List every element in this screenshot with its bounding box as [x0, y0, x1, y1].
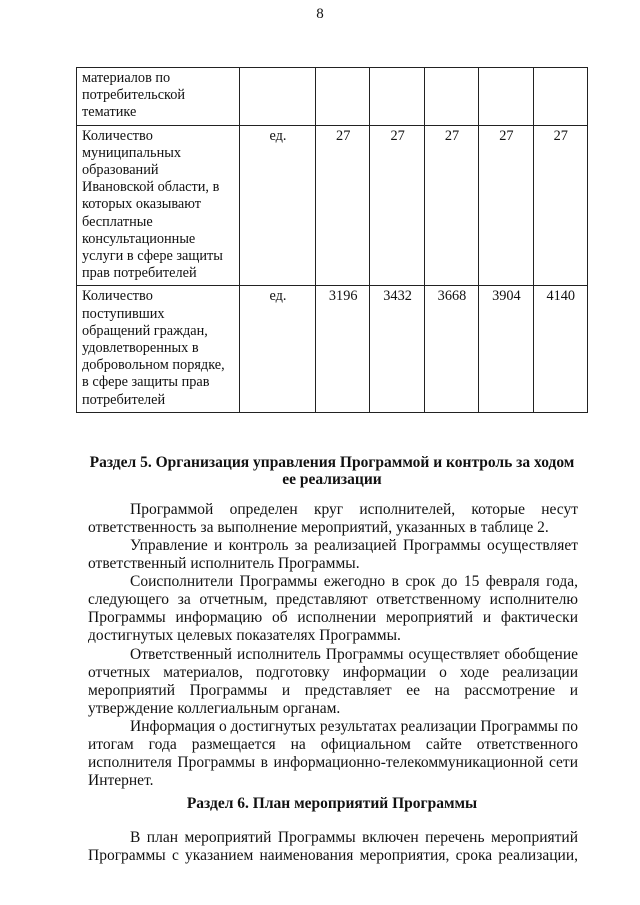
value-cell: 3196	[316, 286, 370, 412]
indicator-name-line: бесплатные	[82, 213, 153, 230]
unit-cell	[240, 68, 316, 126]
section-6-body	[88, 829, 578, 865]
paragraph-line: Управление и контроль за реализацией Программы осуществляет	[130, 537, 578, 555]
indicator-name-line: тематике	[82, 104, 137, 121]
value-cell: 4140	[533, 286, 587, 412]
unit-cell: ед.	[240, 125, 316, 286]
paragraph-line: Соисполнители Программы ежегодно в срок до 15 февраля года,	[130, 573, 578, 591]
paragraph-line: итогам года размещается на официальном сайте ответственного	[88, 735, 578, 753]
paragraph-line: Программы с указанием наименования мероприятия, срока реализации,	[88, 847, 578, 865]
paragraph-line: исполнителя Программы в информационно-телекоммуникационной сети	[88, 753, 578, 771]
table-row	[77, 68, 588, 126]
section-5-title-line: ее реализации	[282, 471, 382, 488]
paragraph-line: достигнутых целевых показателях Программы.	[88, 627, 401, 645]
value-cell	[424, 68, 478, 126]
indicator-name-line: образований	[82, 162, 159, 179]
value-cell: 3904	[479, 286, 533, 412]
page-number: 8	[316, 6, 324, 22]
indicator-name-line: потребительской	[82, 87, 186, 104]
paragraph-line: В план мероприятий Программы включен перечень мероприятий	[130, 829, 578, 846]
paragraph-line: отчетных материалов, подготовку информации о ходе реализации	[88, 663, 578, 681]
unit-cell: ед.	[240, 286, 316, 412]
indicator-name-line: поступивших	[82, 305, 165, 322]
indicator-name-line: удовлетворенных в	[82, 340, 199, 357]
value-cell: 27	[316, 125, 370, 286]
indicator-name-cell	[77, 68, 240, 126]
paragraph-line: Программой определен круг исполнителей, которые несут	[130, 501, 578, 518]
indicator-name-line: Ивановской области, в	[82, 179, 220, 196]
paragraph	[88, 501, 578, 537]
indicator-name-line: Количество	[82, 288, 153, 305]
paragraph	[88, 537, 578, 573]
value-cell: 27	[370, 125, 424, 286]
indicator-name-cell	[77, 286, 240, 412]
value-cell: 27	[533, 125, 587, 286]
indicator-name-line: услуги в сфере защиты	[82, 248, 223, 265]
value-cell	[533, 68, 587, 126]
indicators-table	[76, 67, 588, 413]
value-cell	[316, 68, 370, 126]
value-cell	[370, 68, 424, 126]
indicator-name-line: Количество	[82, 127, 153, 144]
paragraph	[88, 718, 578, 790]
table-row	[77, 286, 588, 412]
indicator-name-cell	[77, 125, 240, 286]
indicator-name-line: прав потребителей	[82, 265, 197, 282]
value-cell: 3432	[370, 286, 424, 412]
indicator-name-line: консультационные	[82, 230, 196, 247]
paragraph-line: следующего за отчетным, представляют ответственному исполнителю	[88, 591, 578, 609]
paragraph-line: ответственный исполнитель Программы.	[88, 555, 360, 573]
indicator-name-line: муниципальных	[82, 144, 181, 161]
indicator-name-line: обращений граждан,	[82, 322, 208, 339]
table-row	[77, 125, 588, 286]
paragraph-line: ответственность за выполнение мероприятий, указанных в таблице 2.	[88, 519, 549, 537]
value-cell: 27	[424, 125, 478, 286]
paragraph-line: Ответственный исполнитель Программы осуществляет обобщение	[130, 645, 578, 663]
paragraph-line: Интернет.	[88, 771, 154, 789]
indicator-name-line: которых оказывают	[82, 196, 201, 213]
section-5-title-line: Раздел 5. Организация управления Программой и контроль за ходом	[89, 454, 575, 471]
section-5-title	[76, 454, 588, 488]
section-6-title: Раздел 6. План мероприятий Программы	[186, 795, 478, 812]
paragraph	[88, 829, 578, 865]
paragraph-line: мероприятий Программы и представляет ее на рассмотрение и	[88, 681, 578, 699]
indicator-name-line: потребителей	[82, 391, 166, 408]
indicator-name-line: материалов по	[82, 70, 171, 86]
indicator-name-line: в сфере защиты прав	[82, 374, 210, 391]
paragraph-line: утверждение коллегиальным органам.	[88, 699, 341, 717]
paragraph	[88, 573, 578, 645]
paragraph	[88, 646, 578, 718]
paragraph-line: Программы информацию об исполнении мероприятий и фактически	[88, 609, 578, 627]
section-5-body	[88, 501, 578, 790]
paragraph-line: Информация о достигнутых результатах реализации Программы по	[130, 717, 578, 735]
value-cell: 3668	[424, 286, 478, 412]
indicator-name-line: добровольном порядке,	[82, 357, 225, 374]
value-cell: 27	[479, 125, 533, 286]
value-cell	[479, 68, 533, 126]
